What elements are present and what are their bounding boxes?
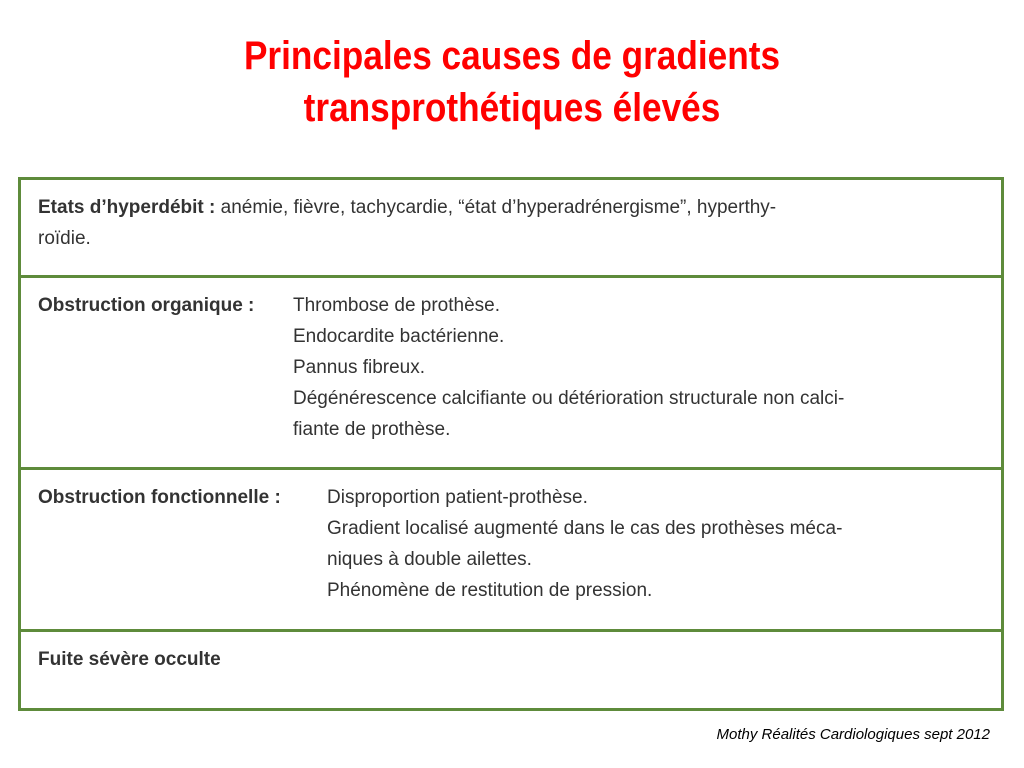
row-2-label: Obstruction organique : (38, 295, 255, 316)
row-2-line-5: fiante de prothèse. (293, 419, 451, 440)
causes-table (18, 177, 1004, 711)
row-2-line-1: Thrombose de prothèse. (293, 295, 501, 316)
row-1-line-1 (38, 192, 985, 223)
row-3-items (327, 482, 842, 606)
row-3-line-4: Phénomène de restitution de pression. (327, 580, 653, 601)
row-4-label: Fuite sévère occulte (38, 649, 221, 670)
source-citation: Mothy Réalités Cardiologiques sept 2012 (716, 726, 990, 743)
table-row (21, 180, 1001, 275)
row-2-line-4: Dégénérescence calcifiante ou détérioration structurale non calci- (293, 388, 845, 409)
row-3-line-3: niques à double ailettes. (327, 549, 532, 570)
row-2-line-2: Endocardite bactérienne. (293, 326, 505, 347)
row-3-line-2: Gradient localisé augmenté dans le cas des prothèses méca- (327, 518, 843, 539)
row-3-line-1: Disproportion patient-prothèse. (327, 487, 588, 508)
title-line-2: transprothétiques élevés (303, 86, 721, 130)
title-line-1: Principales causes de gradients (243, 34, 781, 78)
table-row (21, 467, 1001, 629)
table-row (21, 275, 1001, 467)
row-3-label: Obstruction fonctionnelle : (38, 487, 281, 508)
row-1-line-2: roïdie. (38, 228, 91, 249)
row-2-items (293, 290, 844, 445)
row-2-line-3: Pannus fibreux. (293, 357, 426, 378)
slide-title (61, 30, 962, 134)
table-row (21, 629, 1001, 708)
row-1-text-1: anémie, fièvre, tachycardie, “état d’hyperadrénergisme”, hyperthy- (220, 197, 777, 218)
row-1-label: Etats d’hyperdébit : (38, 197, 216, 218)
